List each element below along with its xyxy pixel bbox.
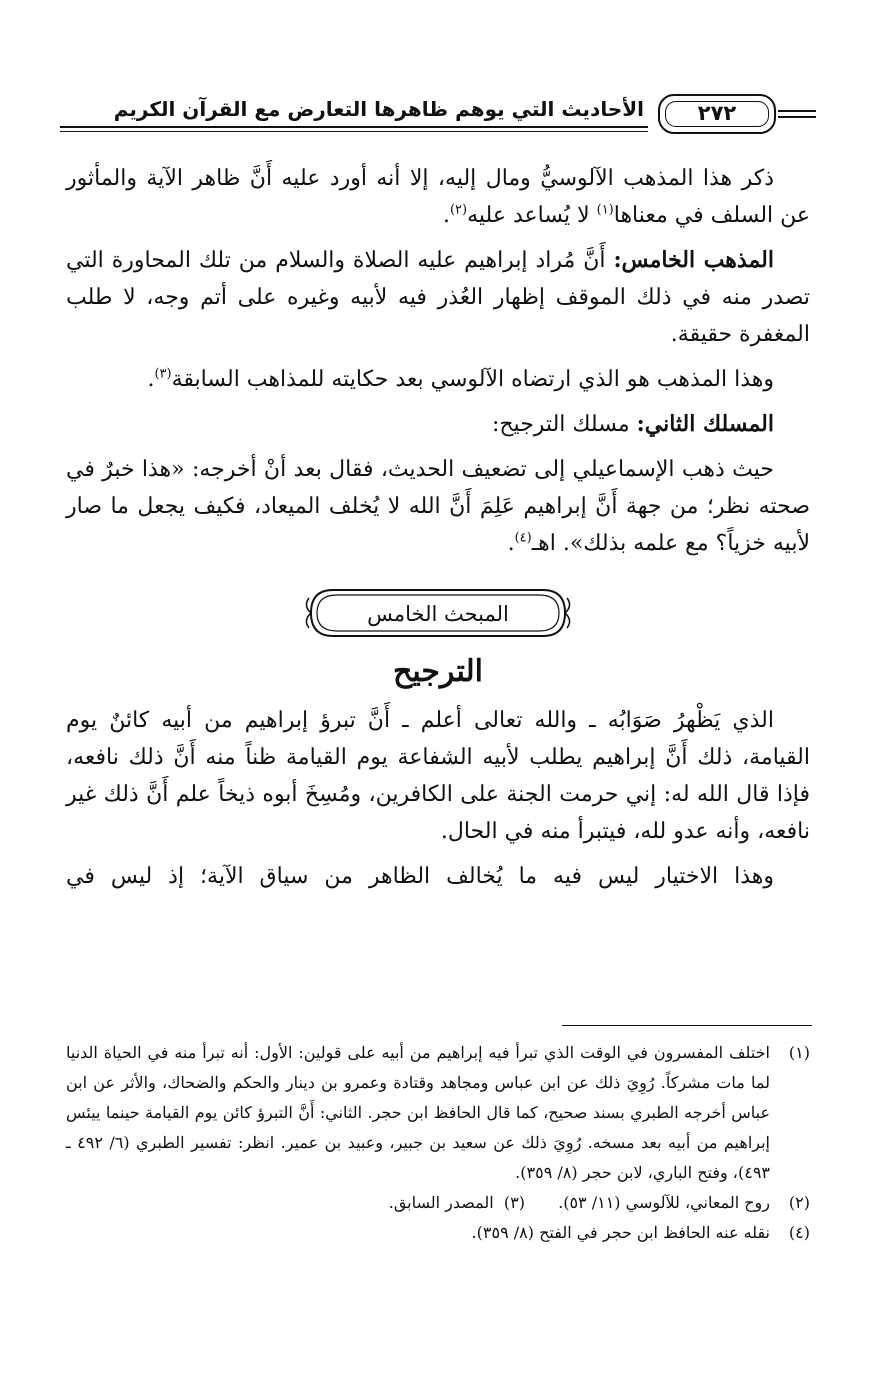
paragraph-6: الذي يَظْهرُ صَوَابُه ـ والله تعالى أعلم ـ أَنَّ تبرؤ إبراهيم من أبيه كائنٌ يوم القيامة، ذلك أَنَّ إبراهيم يطلب لأبيه الشفاعة يوم القيامة ظناً منه أَنَّ ذلك نافعه، فإذا قال الله له: إني حرمت الجنة على الكافرين، ومُسِخَ أبوه ذيخاً علم أَنَّ ذلك غير نافعه، وأنه عدو لله، فيتبرأ منه في الحال. — [66, 708, 810, 844]
footnote-ref-1: (١) — [596, 202, 614, 218]
paragraph-4 — [66, 406, 810, 443]
page-number-frame — [658, 94, 776, 134]
section-title-cartouche — [303, 584, 573, 642]
section-heading: الترجيح — [392, 654, 484, 689]
footnote-2-text: روح المعاني، للآلوسي (١١/ ٥٣). — [558, 1193, 770, 1212]
footnote-2-number: (٢) — [788, 1193, 810, 1212]
page-number: ٢٧٢ — [697, 101, 737, 125]
paragraph-1-end: . — [442, 203, 450, 228]
footnote-4 — [66, 1218, 810, 1248]
paragraph-1-text-cont: لا يُساعد عليه — [467, 203, 597, 228]
paragraph-5 — [66, 451, 810, 562]
footnotes — [66, 1038, 810, 1248]
footnote-ref-4: (٤) — [514, 530, 532, 546]
footnote-3 — [389, 1188, 525, 1218]
paragraph-5-text: حيث ذهب الإسماعيلي إلى تضعيف الحديث، فقال بعد أنْ أخرجه: «هذا خبرٌ في صحته نظر؛ من جهة أَنَّ إبراهيم عَلِمَ أَنَّ الله لا يُخلف الميعاد، فكيف يجعل ما صار لأبيه خزياً؟ مع علمه بذلك». اهـ — [66, 457, 810, 556]
paragraph-4-text: مسلك الترجيح: — [491, 412, 637, 437]
paragraph-3-end: . — [147, 367, 155, 392]
paragraph-2-text: أَنَّ مُراد إبراهيم عليه الصلاة والسلام من تلك المحاورة التي تصدر منه في ذلك الموقف إظهار العُذر فيه لأبيه وغيره على أتم وجه، لا طلب المغفرة حقيقة. — [66, 248, 810, 347]
footnote-ref-2: (٢) — [449, 202, 468, 218]
running-title: الأحاديث التي يوهم ظاهرها التعارض مع القرآن الكريم — [113, 97, 644, 121]
paragraph-3-text: وهذا المذهب هو الذي ارتضاه الآلوسي بعد حكايته للمذاهب السابقة — [171, 367, 774, 392]
footnote-ref-3: (٣) — [154, 366, 172, 382]
paragraph-4-lead: المسلك الثاني: — [636, 411, 774, 437]
header-ornament — [778, 110, 816, 118]
footnote-1-number: (١) — [788, 1043, 810, 1062]
paragraph-7: وهذا الاختيار ليس فيه ما يُخالف الظاهر من سياق الآية؛ إذ ليس في — [66, 864, 774, 889]
paragraph-1-text: ذكر هذا المذهب الآلوسيُّ ومال إليه، إلا أنه أورد عليه أَنَّ ظاهر الآية والمأثور عن السلف في معناها — [66, 166, 810, 228]
footnote-3-number: (٣) — [503, 1193, 526, 1212]
footnote-separator — [562, 1025, 812, 1026]
main-text — [66, 160, 810, 903]
footnote-2-3 — [66, 1188, 810, 1218]
section-title: المبحث الخامس — [367, 602, 509, 626]
running-header — [60, 92, 816, 136]
footnote-4-number: (٤) — [788, 1223, 810, 1242]
paragraph-2-lead: المذهب الخامس: — [613, 247, 774, 273]
header-rule — [60, 126, 648, 132]
paragraph-5-end: . — [507, 531, 515, 556]
footnote-4-text: نقله عنه الحافظ ابن حجر في الفتح (٨/ ٣٥٩). — [471, 1223, 770, 1242]
paragraph-3 — [66, 361, 810, 398]
footnote-1 — [66, 1038, 810, 1188]
footnote-3-text: المصدر السابق. — [388, 1193, 494, 1212]
footnote-1-text: اختلف المفسرون في الوقت الذي تبرأ فيه إبراهيم من أبيه على قولين: الأول: أنه تبرأ منه في الحياة الدنيا لما مات مشركاً. رُوِيَ ذلك عن ابن عباس ومجاهد وقتادة وعمرو بن دينار والحكم والضحاك، والأثر عن ابن عباس أخرجه الطبري بسند صحيح، كما قال الحافظ ابن حجر. الثاني: أَنَّ التبرؤ كائن يوم القيامة حينما ييئس إبراهيم من أبيه بعد مسخه. رُوِيَ ذلك عن سعيد بن جبير، وعبيد بن عمير. انظر: تفسير الطبري (٦/ ٤٩٢ ـ ٤٩٣)، وفتح الباري، لابن حجر (٨/ ٣٥٩). — [66, 1043, 771, 1182]
paragraph-1 — [66, 160, 810, 234]
paragraph-2 — [66, 242, 810, 353]
